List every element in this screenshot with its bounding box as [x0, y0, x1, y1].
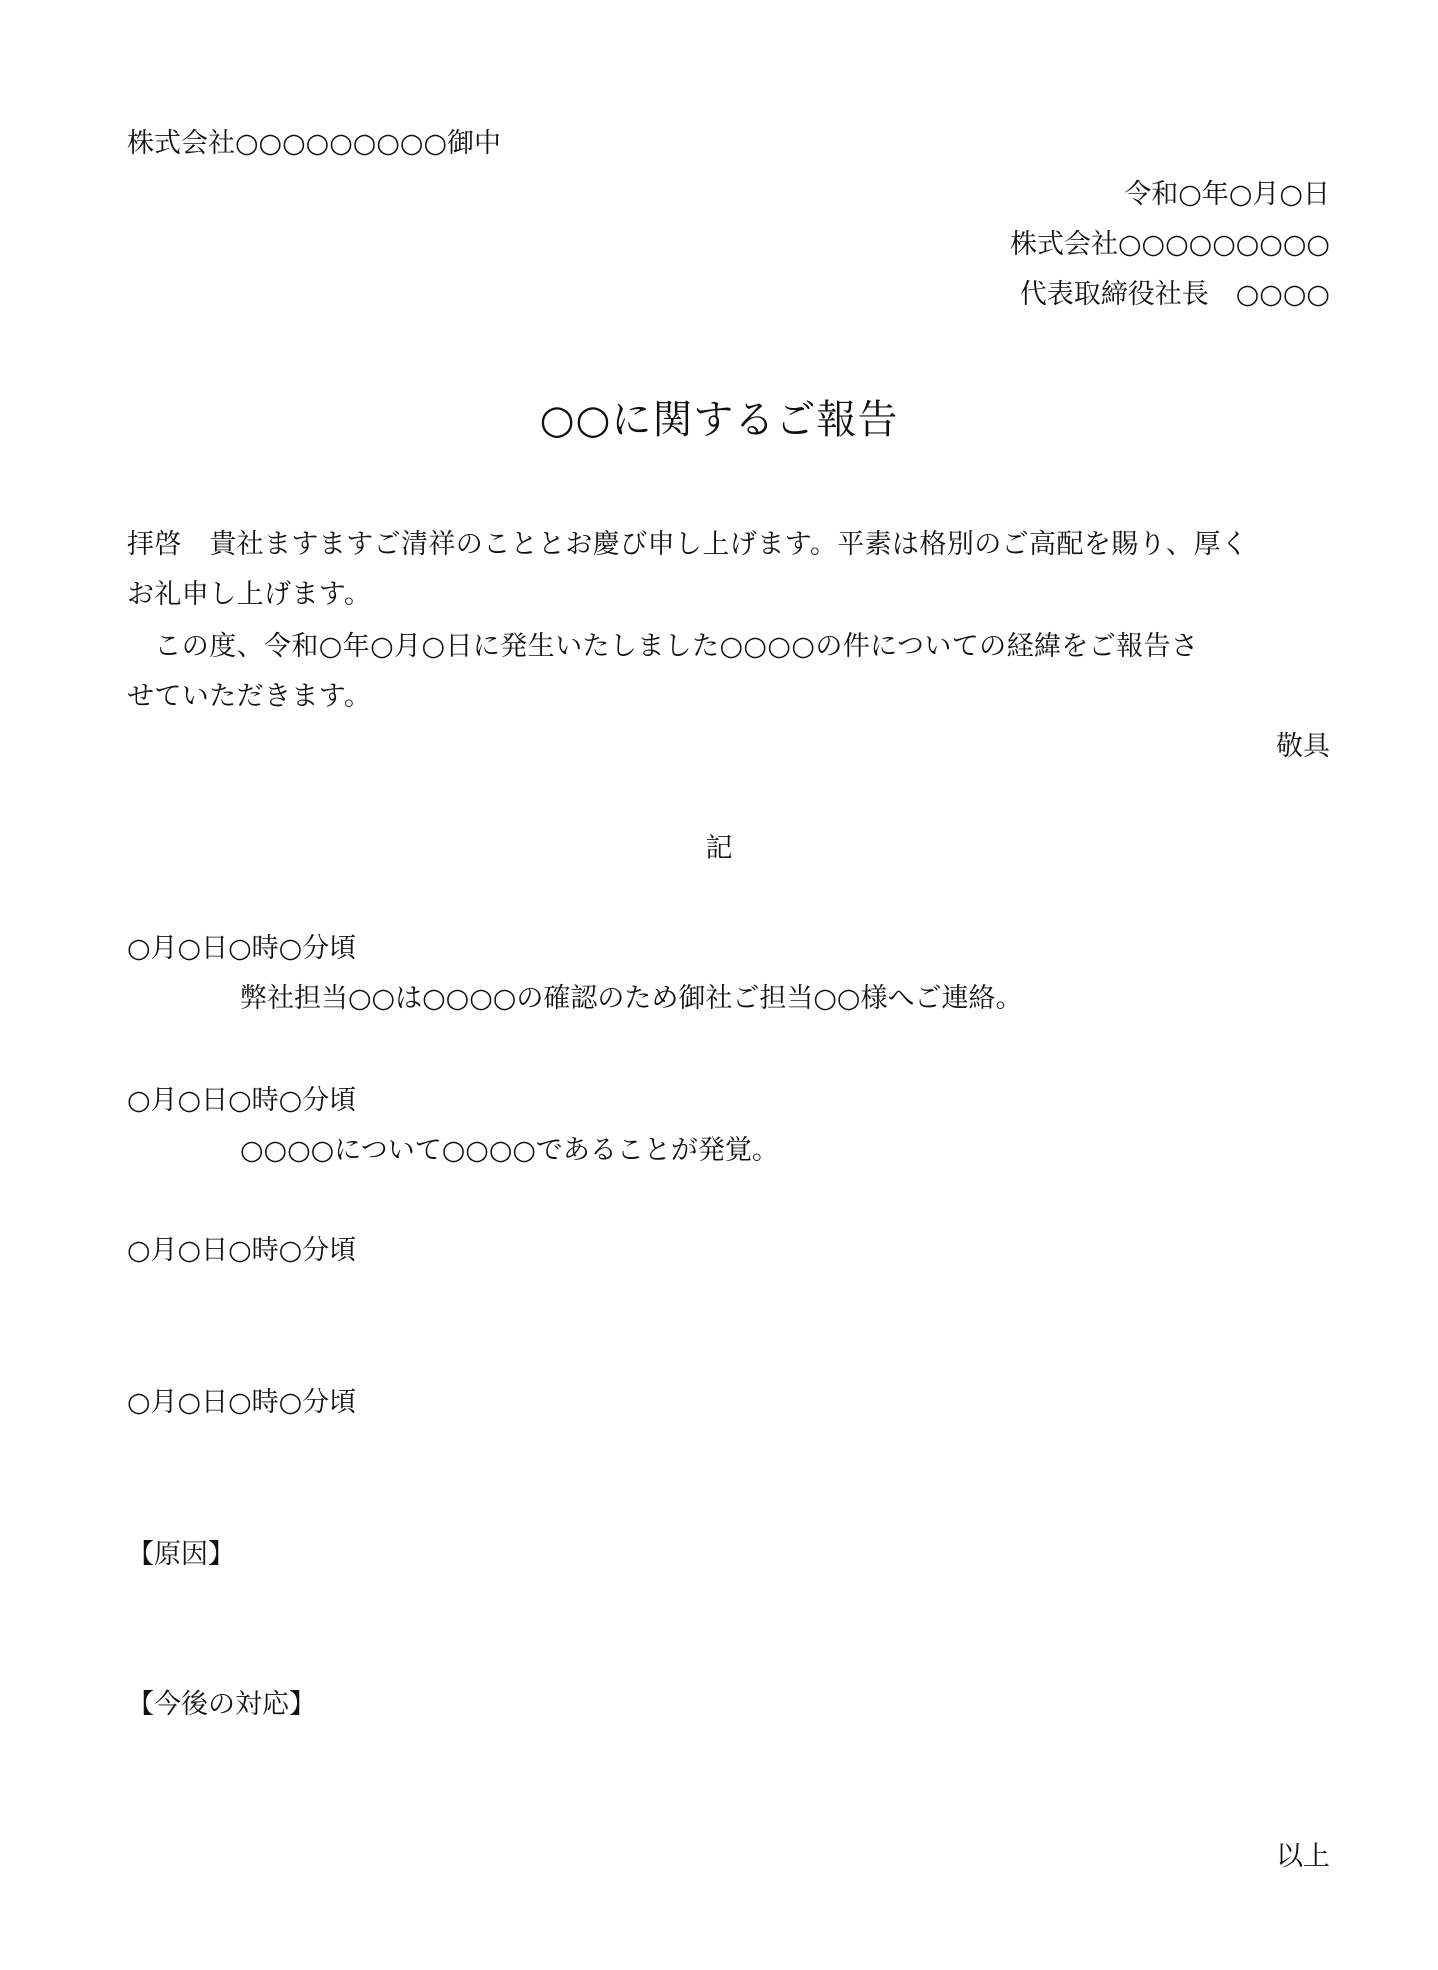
timeline-time-1: ○月○日○時○分頃 [127, 933, 357, 964]
ki-heading: 記 [705, 833, 733, 864]
closing-keigu: 敬具 [1276, 731, 1330, 762]
timeline-detail-2: ○○○○について○○○○であることが発覚。 [240, 1135, 779, 1166]
opening-line-1: 拝啓 貴社ますますご清祥のこととお慶び申し上げます。平素は格別のご高配を賜り、厚く [127, 529, 1249, 560]
document-title: ○○に関するご報告 [539, 397, 899, 443]
timeline-time-2: ○月○日○時○分頃 [127, 1085, 357, 1116]
opening-line-3: この度、令和○年○月○日に発生いたしました○○○○の件についての経緯をご報告さ [127, 631, 1199, 662]
recipient-line: 株式会社○○○○○○○○○御中 [127, 128, 502, 159]
section-cause: 【原因】 [127, 1539, 235, 1570]
timeline-time-3: ○月○日○時○分頃 [127, 1235, 357, 1266]
timeline-time-4: ○月○日○時○分頃 [127, 1387, 357, 1418]
section-future-response: 【今後の対応】 [127, 1689, 316, 1720]
opening-line-2: お礼申し上げます。 [127, 579, 372, 610]
opening-line-4: せていただきます。 [127, 681, 372, 712]
timeline-detail-1: 弊社担当○○は○○○○の確認のため御社ご担当○○様へご連絡。 [240, 983, 1023, 1014]
sender-representative-line: 代表取締役社長 ○○○○ [1019, 279, 1330, 310]
sender-company-line: 株式会社○○○○○○○○○ [1009, 229, 1330, 260]
end-ijo: 以上 [1276, 1841, 1330, 1872]
date-line: 令和○年○月○日 [1124, 179, 1330, 210]
